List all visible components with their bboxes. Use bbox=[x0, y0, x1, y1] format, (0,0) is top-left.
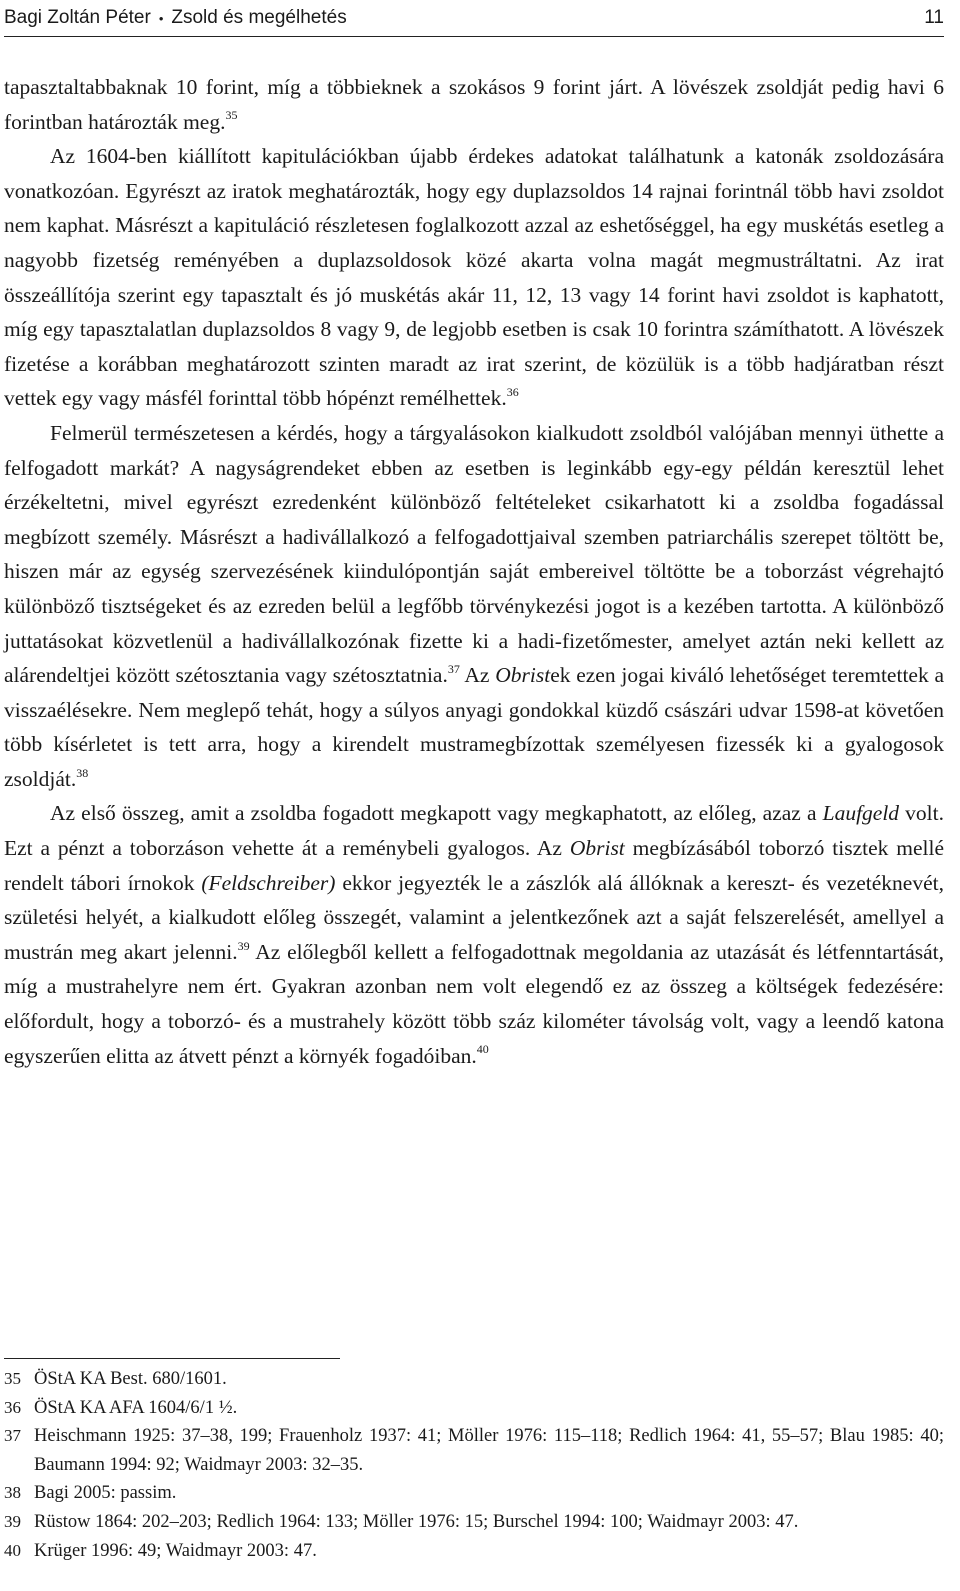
header-title: Zsold és megélhetés bbox=[171, 7, 347, 28]
footnote-item bbox=[4, 1479, 944, 1508]
footnote-number: 39 bbox=[4, 1511, 21, 1531]
footnote-text: ÖStA KA Best. 680/1601. bbox=[34, 1369, 227, 1389]
footnote-number: 35 bbox=[4, 1369, 21, 1388]
italic-term: (Feldschreiber) bbox=[201, 870, 336, 895]
body-paragraph bbox=[4, 70, 944, 139]
text-run: megbízásából toborzó tisztek mellé rendelt tábori írnokok bbox=[4, 836, 944, 895]
italic-term: Laufgeld bbox=[822, 801, 900, 826]
header-author: Bagi Zoltán Péter bbox=[4, 7, 151, 28]
text-run: Az előlegből kellett a felfogadottnak megoldania az utazását és létfenntartását, míg a mustrahelyre nem ért. Gyakran azonban nem volt elegendő ez az összeg a költségek fedezésére: előfordult, hogy a toborzó- és a mustrahely között több száz kilométer távolság volt, vagy a leendő katona egyszerűen elitta az átvett pénzt a környék fogadóiban. bbox=[4, 939, 944, 1068]
footnote-number: 38 bbox=[4, 1483, 21, 1503]
body-paragraph bbox=[4, 139, 944, 416]
footnotes bbox=[4, 1365, 944, 1565]
text-run: Az első összeg, amit a zsoldba fogadott megkapott vagy megkaphatott, az előleg, azaz a bbox=[50, 801, 823, 826]
text-run: ekkor jegyezték le a zászlók alá állóknak a kereszt- és vezetéknevét, születési helyét, a kialkudott előleg összegét, valamint a jelentkezőnek azt a saját felszerelését, amellyel a mustrán meg akart jelenni. bbox=[4, 870, 944, 964]
footnote-reference: 36 bbox=[506, 385, 519, 400]
footnote-text: Bagi 2005: passim. bbox=[34, 1483, 177, 1504]
body-text bbox=[4, 70, 944, 1073]
footnote-reference: 40 bbox=[476, 1042, 489, 1057]
text-run: ek ezen jogai kiváló lehetőséget teremtettek a visszaélésekre. Nem meglepő tehát, hogy a súlyos anyagi gondokkal küzdő császári udvar 1598-at követően több kísérletet is tett arra, hogy a kirendelt mustramegbízottak személyesen fizessék ki a gyalogosok zsoldját. bbox=[4, 663, 944, 791]
running-header bbox=[4, 0, 944, 37]
footnote-text: ÖStA KA AFA 1604/6/1 ½. bbox=[34, 1397, 238, 1418]
italic-term: Obrist bbox=[495, 663, 551, 688]
footnote-item bbox=[4, 1422, 944, 1479]
footnote-text: Heischmann 1925: 37–38, 199; Frauenholz 1937: 41; Möller 1976: 115–118; Redlich 1964: 41, 55–57; Blau 1985: 40; Baumann 1994: 92; Waidmayr 2003: 32–35. bbox=[34, 1426, 944, 1475]
footnote-number: 40 bbox=[4, 1540, 21, 1560]
footnote-reference: 35 bbox=[225, 108, 238, 123]
text-run: tapasztaltabbaknak 10 forint, míg a többieknek a szokásos 9 forint járt. A lövészek zsoldját pedig havi 6 forintban határozták meg. bbox=[4, 75, 944, 134]
footnote-number: 36 bbox=[4, 1397, 21, 1417]
footnote-text: Rüstow 1864: 202–203; Redlich 1964: 133; Möller 1976: 15; Burschel 1994: 100; Waidmayr 2003: 47. bbox=[34, 1511, 799, 1532]
footnote-item bbox=[4, 1365, 944, 1394]
footnote-reference: 38 bbox=[76, 765, 89, 780]
text-run: volt. Ezt a pénzt a toborzáson vehette át a reménybeli gyalogos. Az bbox=[4, 801, 944, 861]
footnote-number: 37 bbox=[4, 1426, 21, 1446]
running-header-left bbox=[4, 7, 347, 29]
footnote-text: Krüger 1996: 49; Waidmayr 2003: 47. bbox=[34, 1540, 317, 1561]
text-run: Az 1604-ben kiállított kapitulációkban újabb érdekes adatokat találhatunk a katonák zsoldozására vonatkozóan. Egyrészt az iratok meghatározták, hogy egy duplazsoldos 14 rajnai forintnál több havi zsoldot nem kaphat. Másrészt a kapituláció részletesen foglalkozott azzal az eshetőséggel, ha egy muskétás esetleg a nagyobb fizetség reményében a duplazsoldosok közé akarta volna magát megmustráltatni. Az irat összeállítója szerint egy tapasztalt és jó muskétás akár 11, 12, 13 vagy 14 forint havi zsoldot is kaphatott, míg egy tapasztalatlan duplazsoldos 8 vagy 9, de legjobb esetben is csak 10 forintra számíthatott. A lövészek fizetése a korábban meghatározott szinten maradt az irat szerint, de közülük is a több hadjáratban részt vettek egy vagy másfél forinttal több hópénzt remélhettek. bbox=[4, 144, 944, 411]
header-bullet: • bbox=[158, 10, 164, 26]
footnote-reference: 37 bbox=[447, 661, 460, 676]
body-paragraph bbox=[4, 416, 944, 797]
text-run: Az bbox=[459, 663, 496, 688]
footnote-divider bbox=[4, 1358, 340, 1359]
footnote-item bbox=[4, 1394, 944, 1423]
footnote-item bbox=[4, 1537, 944, 1566]
page-number: 11 bbox=[924, 7, 944, 28]
text-run: Felmerül természetesen a kérdés, hogy a tárgyalásokon kialkudott zsoldból valójában mennyi üthette a felfogadott markát? A nagyságrendeket ebben az esetben is leginkább egy-egy példán keresztül lehet érzékeltetni, mivel egyrészt ezredenként különböző feltételeket csikarhatott ki a zsoldba fogadással megbízott személy. Másrészt a hadivállalkozó a felfogadottjaival szemben patriarchális szerepet töltött be, hiszen már az egység szervezésének kiindulópontján saját embereivel töltötte be a toborzást végrehajtó különböző tisztségeket és az ezreden belül a legfőbb törvénykezési jogot is a kezében tartotta. A különböző juttatásokat közvetlenül a hadivállalkozónak fizette ki a hadi-fizetőmester, amelyet aztán neki kellett az alárendeltjei között szétosztania vagy szétosztatnia. bbox=[4, 420, 944, 688]
footnote-reference: 39 bbox=[237, 938, 250, 953]
footnote-item bbox=[4, 1508, 944, 1537]
italic-term: Obrist bbox=[569, 836, 625, 861]
body-paragraph bbox=[4, 796, 944, 1073]
